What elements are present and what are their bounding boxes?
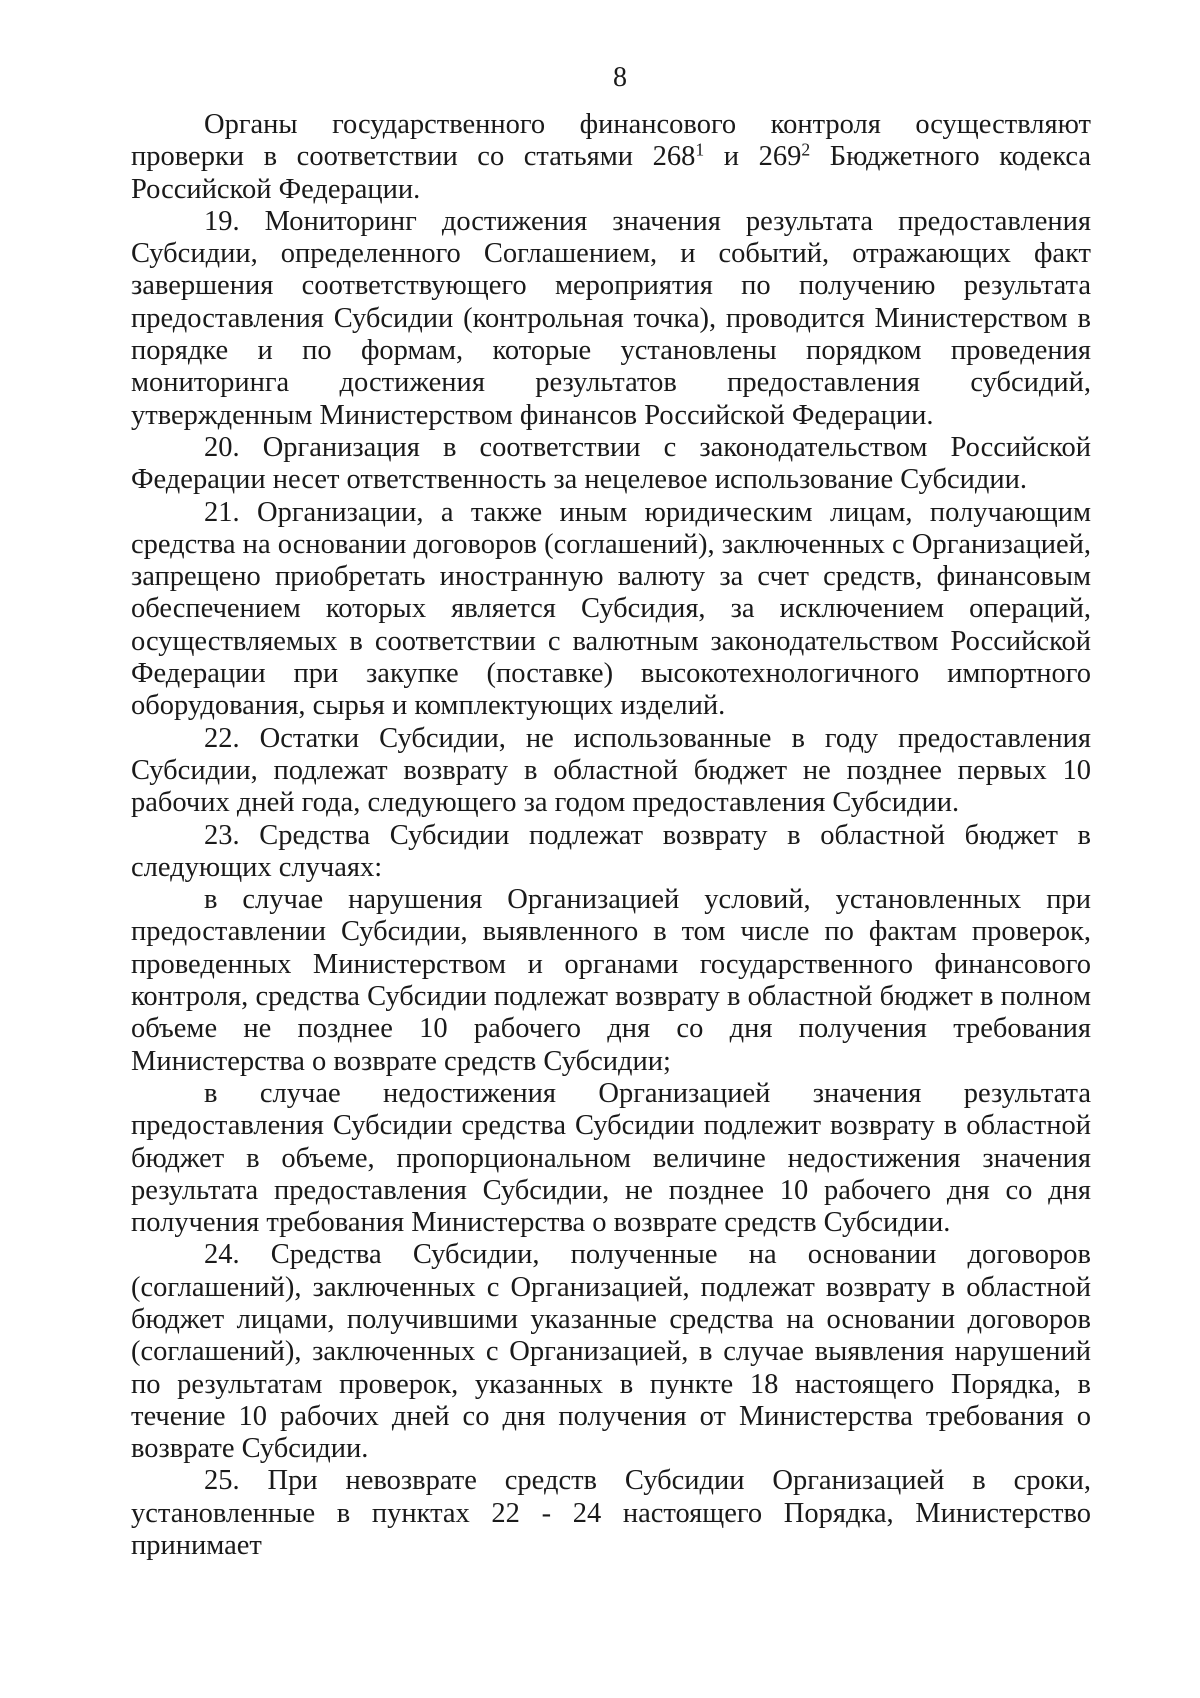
paragraph-20: 20. Организация в соответствии с законодательством Российской Федерации несет ответственность за нецелевое использование Субсидии.: [131, 431, 1091, 496]
paragraph-19: 19. Мониторинг достижения значения результата предоставления Субсидии, определенного Соглашением, и событий, отражающих факт завершения соответствующего мероприятия по получению результата предоставления Субсидии (контрольная точка), проводится Министерством в порядке и по формам, которые установлены порядком проведения мониторинга достижения результатов предоставления субсидий, утвержденным Министерством финансов Российской Федерации.: [131, 205, 1091, 431]
superscript: 2: [801, 139, 811, 160]
paragraph-text: Органы государственного финансового контроля осуществляют проверки в соответствии со статьями 268: [131, 109, 1091, 173]
paragraph-financial-control: [131, 109, 1091, 206]
paragraph-text: и 269: [704, 141, 802, 173]
superscript: 1: [695, 139, 705, 160]
document-body: [131, 109, 1091, 1562]
paragraph-25: 25. При невозврате средств Субсидии Организацией в сроки, установленные в пунктах 22 - 24 настоящего Порядка, Министерство принимает: [131, 1465, 1091, 1562]
paragraph-23-case-nonachievement: в случае недостижения Организацией значения результата предоставления Субсидии средства Субсидии подлежит возврату в областной бюджет в объеме, пропорциональном величине недостижения значения результата предоставления Субсидии, не позднее 10 рабочего дня со дня получения требования Министерства о возврате средств Субсидии.: [131, 1077, 1091, 1239]
paragraph-23-case-violation: в случае нарушения Организацией условий, установленных при предоставлении Субсидии, выявленного в том числе по фактам проверок, проведенных Министерством и органами государственного финансового контроля, средства Субсидии подлежат возврату в областной бюджет в полном объеме не позднее 10 рабочего дня со дня получения требования Министерства о возврате средств Субсидии;: [131, 884, 1091, 1077]
page-number: 8: [613, 62, 627, 93]
paragraph-23: 23. Средства Субсидии подлежат возврату в областной бюджет в следующих случаях:: [131, 819, 1091, 883]
paragraph-22: 22. Остатки Субсидии, не использованные в году предоставления Субсидии, подлежат возврату в областной бюджет не позднее первых 10 рабочих дней года, следующего за годом предоставления Субсидии.: [131, 722, 1091, 819]
paragraph-21: 21. Организации, а также иным юридическим лицам, получающим средства на основании договоров (соглашений), заключенных с Организацией, запрещено приобретать иностранную валюту за счет средств, финансовым обеспечением которых является Субсидия, за исключением операций, осуществляемых в соответствии с валютным законодательством Российской Федерации при закупке (поставке) высокотехнологичного импортного оборудования, сырья и комплектующих изделий.: [131, 496, 1091, 722]
paragraph-text: Бюджетного кодекса Российской Федерации.: [131, 141, 1091, 205]
paragraph-24: 24. Средства Субсидии, полученные на основании договоров (соглашений), заключенных с Организацией, подлежат возврату в областной бюджет лицами, получившими указанные средства на основании договоров (соглашений), заключенных с Организацией, в случае выявления нарушений по результатам проверок, указанных в пункте 18 настоящего Порядка, в течение 10 рабочих дней со дня получения от Министерства требования о возврате Субсидии.: [131, 1239, 1091, 1465]
